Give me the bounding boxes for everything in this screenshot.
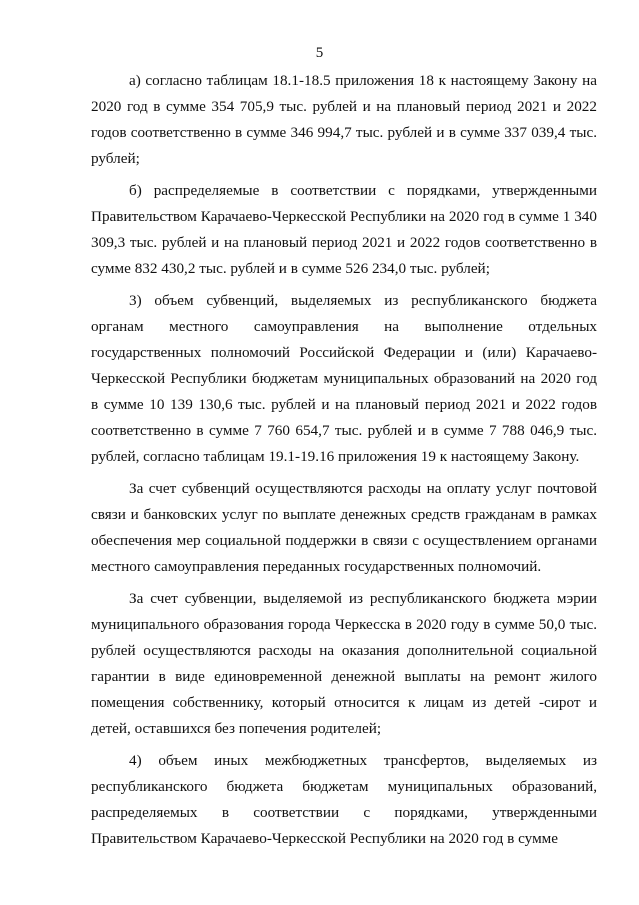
paragraph-item-b: б) распределяемые в соответствии с порядками, утвержденными Правительством Карачаево-Черкесской Республики на 2020 год в сумме 1 340 309,3 тыс. рублей и на плановый период 2021 и 2022 годов соответственно в сумме 832 430,2 тыс. рублей и в сумме 526 234,0 тыс. рублей; [91,182,597,277]
paragraph-subvention-cherkessk: За счет субвенции, выделяемой из республиканского бюджета мэрии муниципального образования города Черкесска в 2020 году в сумме 50,0 тыс. рублей осуществляются расходы на оказания дополнительной социальной гарантии в виде единовременной денежной выплаты на ремонт жилого помещения собственнику, который относится к лицам из детей -сирот и детей, оставшихся без попечения родителей; [91,590,597,737]
paragraph-item-a: а) согласно таблицам 18.1-18.5 приложения 18 к настоящему Закону на 2020 год в сумме 354 705,9 тыс. рублей и на плановый период 2021 и 2022 годов соответственно в сумме 346 994,7 тыс. рублей и в сумме 337 039,4 тыс. рублей; [91,72,597,167]
document-body [91,68,597,852]
paragraph-item-3: 3) объем субвенций, выделяемых из республиканского бюджета органам местного самоуправления на выполнение отдельных государственных полномочий Российской Федерации и (или) Карачаево-Черкесской Республики бюджетам муниципальных образований на 2020 год в сумме 10 139 130,6 тыс. рублей и на плановый период 2021 и 2022 годов соответственно в сумме 7 760 654,7 тыс. рублей и в сумме 7 788 046,9 тыс. рублей, согласно таблицам 19.1-19.16 приложения 19 к настоящему Закону. [91,292,597,465]
paragraph-item-4: 4) объем иных межбюджетных трансфертов, выделяемых из республиканского бюджета бюджетам муниципальных образований, распределяемых в соответствии с порядками, утвержденными Правительством Карачаево-Черкесской Республики на 2020 год в сумме [91,752,597,847]
page-number: 5 [315,45,324,61]
paragraph-subvention-expenses: За счет субвенций осуществляются расходы на оплату услуг почтовой связи и банковских услуг по выплате денежных средств гражданам в рамках обеспечения мер социальной поддержки в связи с осуществлением органами местного самоуправления переданных государственных полномочий. [91,480,597,575]
